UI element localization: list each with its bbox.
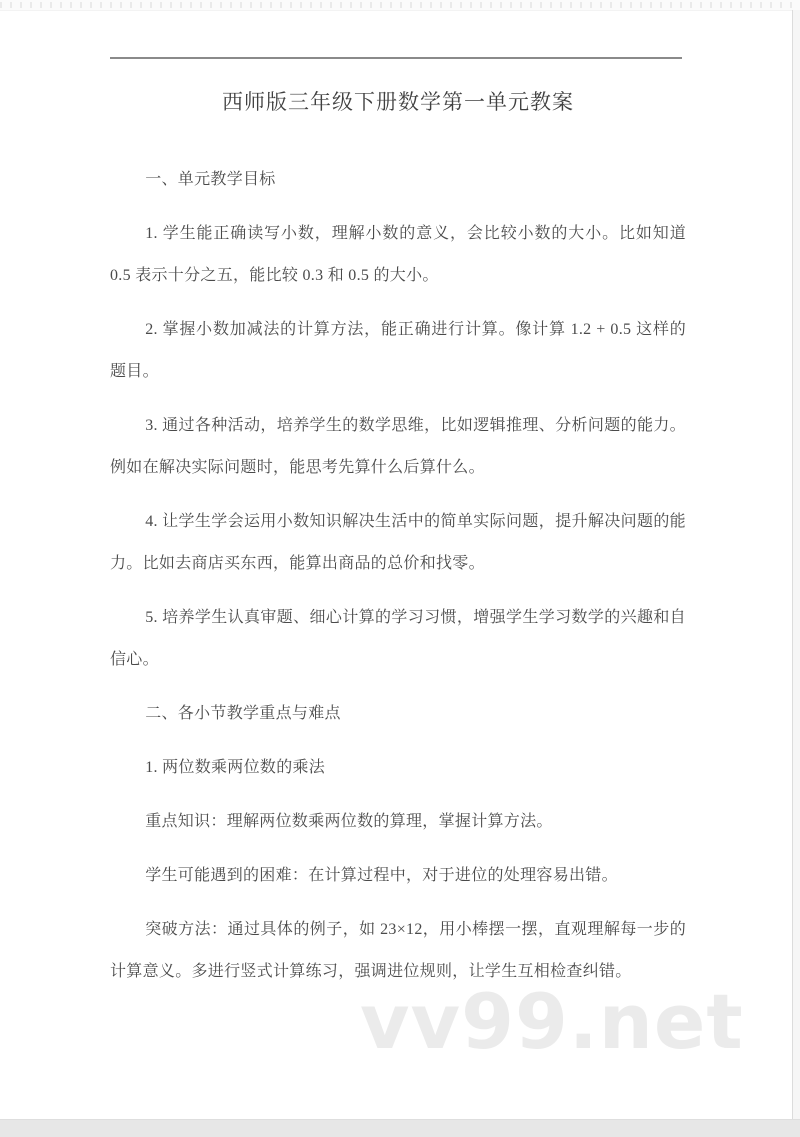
paragraph: 重点知识：理解两位数乘两位数的算理，掌握计算方法。 [145, 813, 553, 830]
page-right-edge [792, 10, 800, 1120]
paragraph: 突破方法：通过具体的例子，如 23×12，用小棒摆一摆，直观理解每一步的计算意义。多进行竖式计算练习，强调进位规则，让学生互相检查纠错。 [110, 921, 686, 980]
section-heading: 一、单元教学目标 [145, 171, 276, 188]
watermark: vv99.net [360, 977, 744, 1066]
paragraph: 学生可能遇到的困难：在计算过程中，对于进位的处理容易出错。 [145, 867, 618, 884]
scan-edge-texture [0, 0, 800, 11]
section-heading: 二、各小节教学重点与难点 [145, 705, 341, 722]
page-bottom-margin [0, 1119, 800, 1137]
paragraph: 2. 掌握小数加减法的计算方法，能正确进行计算。像计算 1.2 + 0.5 这样的题目。 [110, 321, 686, 380]
paragraph: 5. 培养学生认真审题、细心计算的学习习惯，增强学生学习数学的兴趣和自信心。 [110, 609, 686, 668]
paragraph: 3. 通过各种活动，培养学生的数学思维，比如逻辑推理、分析问题的能力。例如在解决实际问题时，能思考先算什么后算什么。 [110, 417, 686, 476]
paragraph: 1. 学生能正确读写小数，理解小数的意义，会比较小数的大小。比如知道 0.5 表示十分之五，能比较 0.3 和 0.5 的大小。 [110, 225, 686, 284]
title-divider [110, 57, 682, 59]
paragraph: 4. 让学生学会运用小数知识解决生活中的简单实际问题，提升解决问题的能力。比如去商店买东西，能算出商品的总价和找零。 [110, 513, 686, 572]
document-body [110, 159, 686, 1005]
section-heading: 1. 两位数乘两位数的乘法 [145, 759, 326, 776]
page-title: 西师版三年级下册数学第一单元教案 [222, 90, 574, 114]
